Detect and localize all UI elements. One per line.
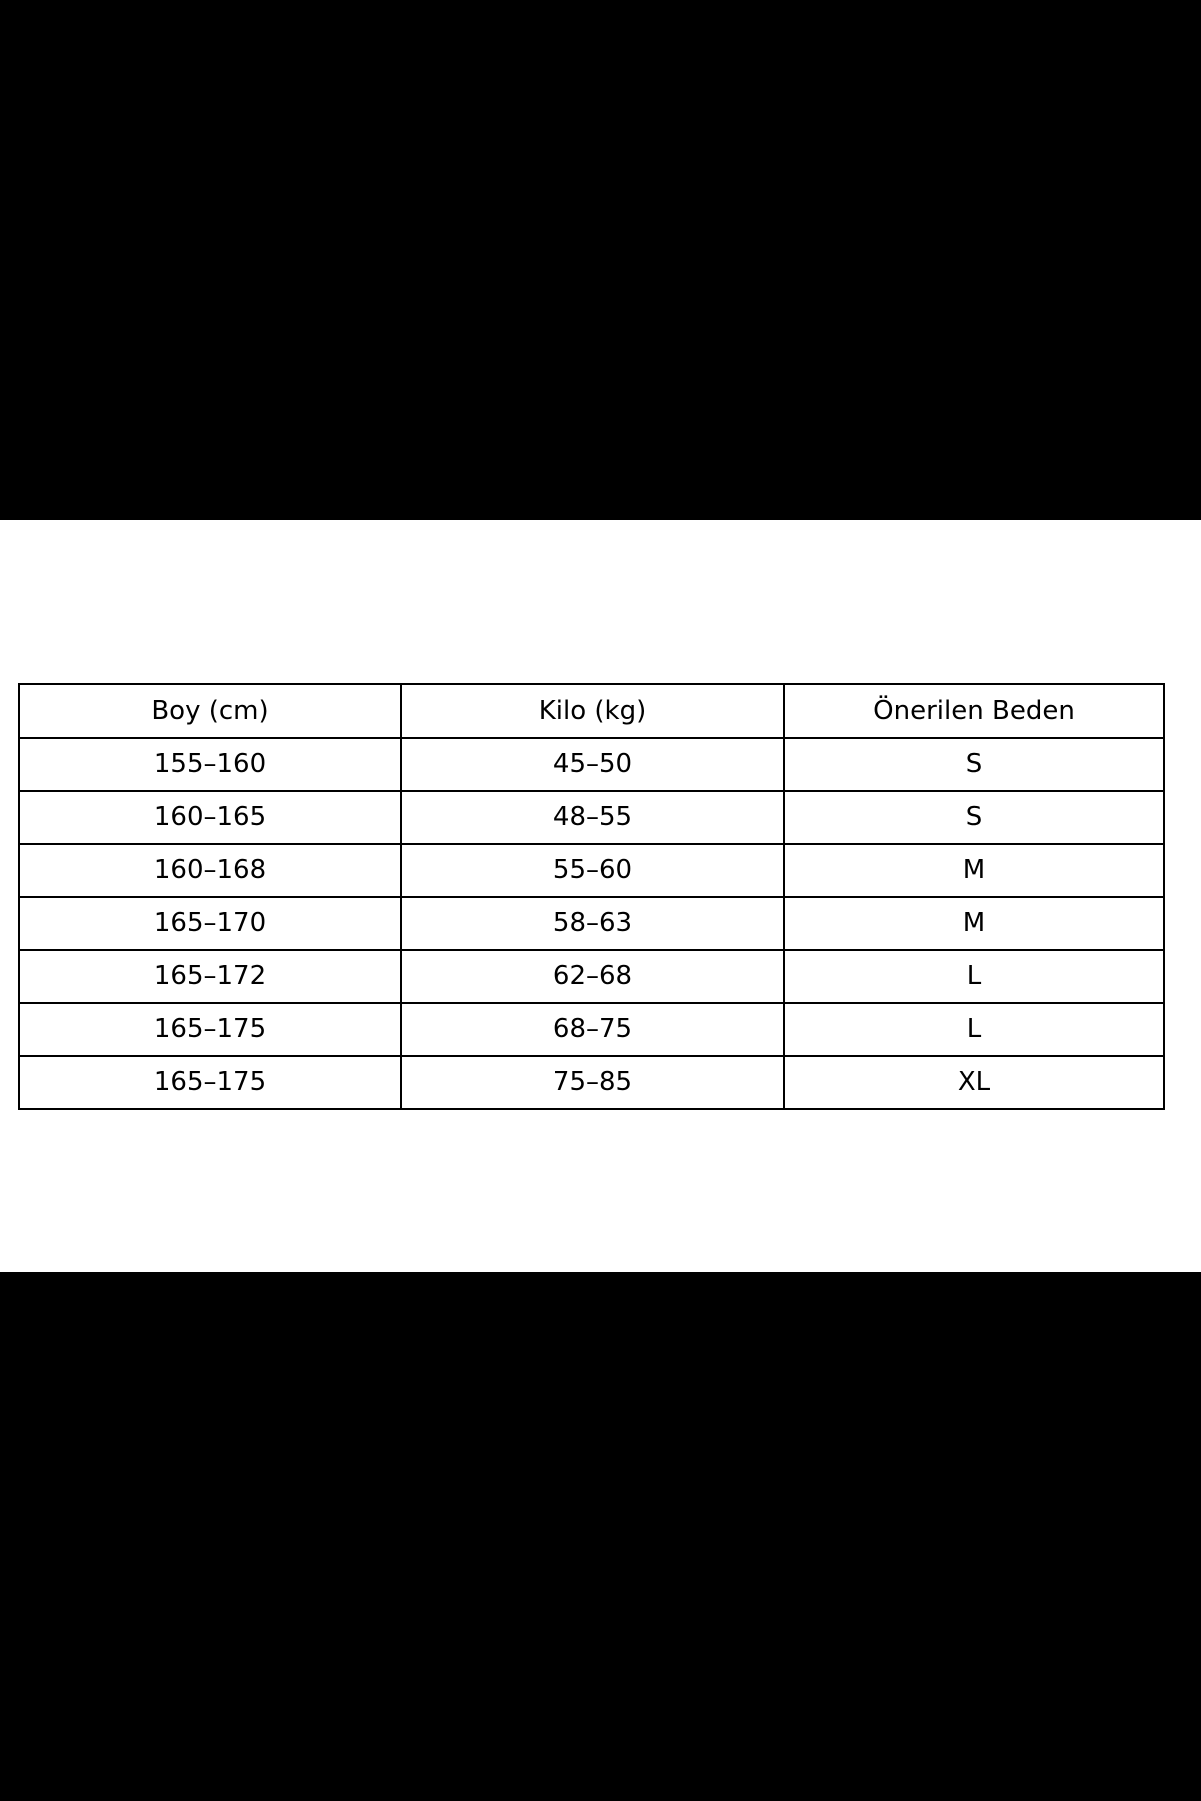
cell-size: M — [784, 897, 1164, 950]
cell-weight: 58–63 — [401, 897, 784, 950]
table-row — [19, 950, 1164, 1003]
table-header-row — [19, 684, 1164, 738]
cell-weight: 55–60 — [401, 844, 784, 897]
cell-height: 155–160 — [19, 738, 401, 791]
cell-height: 160–168 — [19, 844, 401, 897]
cell-weight: 75–85 — [401, 1056, 784, 1109]
column-header-weight: Kilo (kg) — [401, 684, 784, 738]
cell-size: M — [784, 844, 1164, 897]
cell-size: L — [784, 1003, 1164, 1056]
cell-size: XL — [784, 1056, 1164, 1109]
cell-size: S — [784, 791, 1164, 844]
table-row — [19, 1056, 1164, 1109]
size-chart-table — [18, 683, 1165, 1110]
table-row — [19, 1003, 1164, 1056]
cell-height: 165–170 — [19, 897, 401, 950]
letterbox-top — [0, 0, 1201, 520]
column-header-height: Boy (cm) — [19, 684, 401, 738]
cell-height: 165–175 — [19, 1056, 401, 1109]
size-chart-panel — [0, 520, 1201, 1272]
column-header-recommended-size: Önerilen Beden — [784, 684, 1164, 738]
size-chart-table-wrapper — [18, 683, 1163, 1110]
table-row — [19, 844, 1164, 897]
cell-size: S — [784, 738, 1164, 791]
cell-weight: 62–68 — [401, 950, 784, 1003]
letterbox-bottom — [0, 1272, 1201, 1801]
table-row — [19, 897, 1164, 950]
cell-weight: 68–75 — [401, 1003, 784, 1056]
cell-weight: 48–55 — [401, 791, 784, 844]
table-row — [19, 791, 1164, 844]
table-row — [19, 738, 1164, 791]
cell-size: L — [784, 950, 1164, 1003]
cell-height: 165–172 — [19, 950, 401, 1003]
cell-weight: 45–50 — [401, 738, 784, 791]
cell-height: 165–175 — [19, 1003, 401, 1056]
cell-height: 160–165 — [19, 791, 401, 844]
